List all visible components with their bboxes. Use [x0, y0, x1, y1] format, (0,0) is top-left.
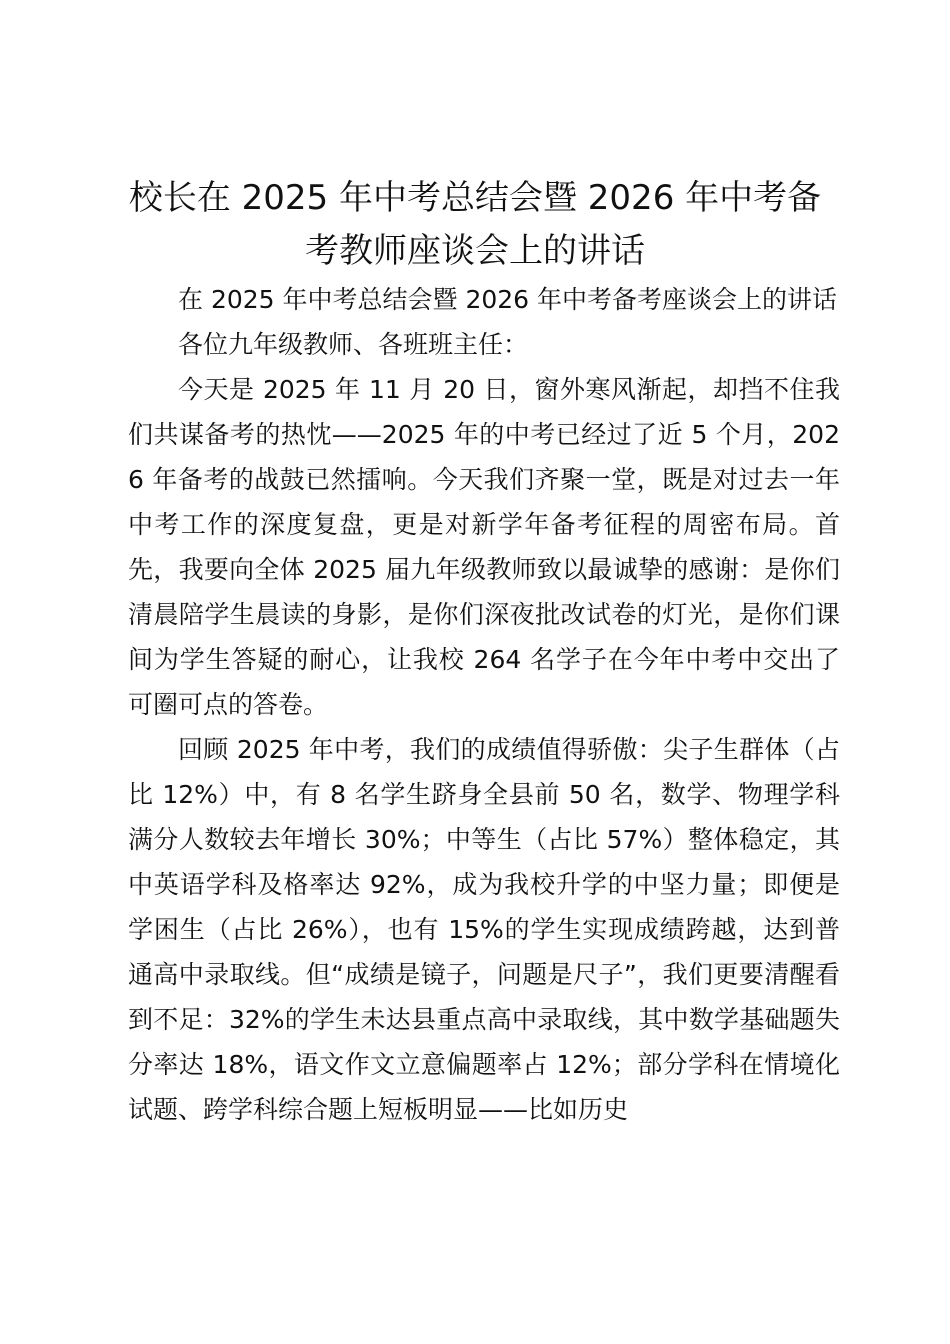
- salutation: 各位九年级教师、各班班主任：: [178, 330, 529, 359]
- paragraph-review: 回顾 2025 年中考，我们的成绩值得骄傲：尖子生群体（占比 12%）中，有 8 名学生跻身全县前 50 名，数学、物理学科满分人数较去年增长 30%；中等生（占比 57%）整体稳定，其中英语学科及格率达 92%，成为我校升学的中坚力量；即便是学困生（占比 26%），也有 15%的学生实现成绩跨越，达到普通高中录取线。但“成绩是镜子，问题是尺子”，我们更要清醒看到不足：32%的学生未达县重点高中录取线，其中数学基础题失分率达 18%，语文作文立意偏题率占 12%；部分学科在情境化试题、跨学科综合题上短板明显——比如历史: [128, 735, 840, 1124]
- speech-title-line: 在 2025 年中考总结会暨 2026 年中考备考座谈会上的讲话: [178, 285, 838, 314]
- paragraph-introduction: 今天是 2025 年 11 月 20 日，窗外寒风渐起，却挡不住我们共谋备考的热忱——2025 年的中考已经过了近 5 个月，2026 年备考的战鼓已然擂响。今天我们齐聚一堂，既是对过去一年中考工作的深度复盘，更是对新学年备考征程的周密布局。首先，我要向全体 2025 届九年级教师致以最诚挚的感谢：是你们清晨陪学生晨读的身影，是你们深夜批改试卷的灯光，是你们课间为学生答疑的耐心，让我校 264 名学子在今年中考中交出了可圈可点的答卷。: [128, 375, 840, 719]
- document-title: 校长在 2025 年中考总结会暨 2026 年中考备考教师座谈会上的讲话: [128, 178, 822, 271]
- document-body: [128, 277, 840, 1132]
